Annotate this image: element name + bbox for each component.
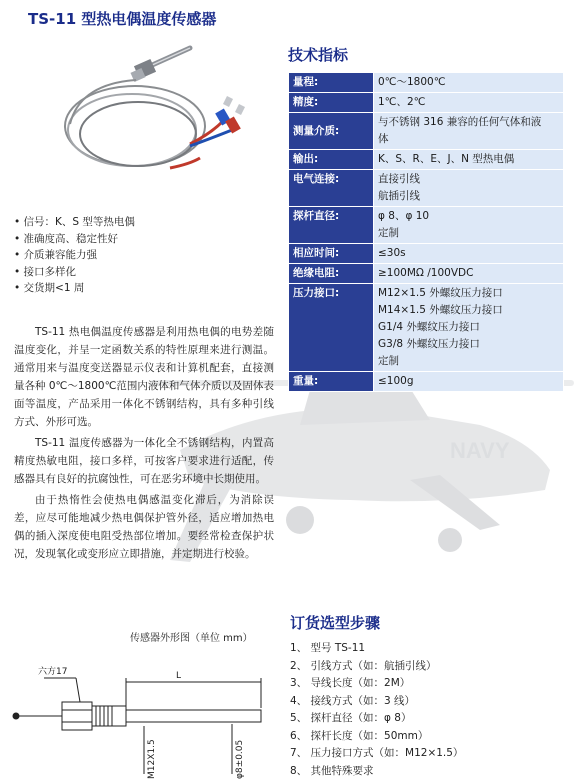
watermark-text: NAVY xyxy=(450,438,510,463)
spec-label: 输出: xyxy=(289,150,374,170)
spec-row xyxy=(289,372,564,392)
spec-value: 0℃～1800℃ xyxy=(374,73,564,93)
spec-row xyxy=(289,150,564,170)
feature-item: • 接口多样化 xyxy=(14,264,135,281)
drawing-caption: 传感器外形图（单位 mm） xyxy=(130,633,253,644)
spec-table xyxy=(288,72,564,392)
spec-value: ≤30s xyxy=(374,244,564,264)
spec-row xyxy=(289,264,564,284)
probe-illustration xyxy=(130,48,190,82)
spec-row xyxy=(289,170,564,207)
order-step: 6、 探杆长度（如：50mm） xyxy=(290,729,429,742)
description-paragraph: 由于热惰性会使热电偶感温变化滞后，为消除误差，应尽可能地减少热电偶保护管外径，适应增加热电偶的插入深度使电阻受热部位增加。要经常检查保护状况，发现氧化或变形应立即措施，并定期进行校验。 xyxy=(14,494,274,560)
feature-list xyxy=(14,214,135,297)
description xyxy=(14,323,274,566)
dimension-drawing xyxy=(4,654,274,783)
order-step: 4、 接线方式（如：3 线） xyxy=(290,694,416,707)
lead-wires xyxy=(190,96,245,146)
page-title: TS-11 型热电偶温度传感器 xyxy=(28,10,217,28)
spec-row xyxy=(289,113,564,150)
spec-value: ≥100MΩ /100VDC xyxy=(374,264,564,284)
order-steps xyxy=(290,640,463,780)
order-step: 1、 型号 TS-11 xyxy=(290,642,366,654)
spec-label: 绝缘电阻: xyxy=(289,264,374,284)
order-step: 8、 其他特殊要求 xyxy=(290,764,374,777)
feature-item: • 准确度高、稳定性好 xyxy=(14,231,135,248)
order-step: 3、 导线长度（如：2M） xyxy=(290,677,411,689)
spec-row xyxy=(289,207,564,244)
order-title: 订货选型步骤 xyxy=(290,614,381,632)
description-paragraph: TS-11 温度传感器为一体化全不锈钢结构，内置高精度热敏电阻，接口多样，可按客户要求进行适配，传感器具有良好的抗腐蚀性，可在恶劣环境中长期使用。 xyxy=(14,437,274,485)
spec-value: ≤100g xyxy=(374,372,564,392)
spec-row xyxy=(289,73,564,93)
spec-value: M12×1.5 外螺纹压力接口 M14×1.5 外螺纹压力接口 G1/4 外螺纹压力接口 G3/8 外螺纹压力接口 定制 xyxy=(374,284,564,372)
spec-label: 探杆直径: xyxy=(289,207,374,244)
spec-label: 量程: xyxy=(289,73,374,93)
spec-value: φ 8、φ 10 定制 xyxy=(374,207,564,244)
spec-label: 测量介质: xyxy=(289,113,374,150)
feature-item: • 信号：K、S 型等热电偶 xyxy=(14,214,135,231)
spec-row xyxy=(289,244,564,264)
cable-coil xyxy=(65,80,205,166)
order-step: 7、 压力接口方式（如：M12×1.5） xyxy=(290,747,464,759)
spec-row xyxy=(289,93,564,113)
spec-value: K、S、R、E、J、N 型热电偶 xyxy=(374,150,564,170)
order-step: 5、 探杆直径（如：φ 8） xyxy=(290,712,412,724)
feature-item: • 介质兼容能力强 xyxy=(14,247,135,264)
thread-label: M12X1.5 xyxy=(147,739,157,779)
specs-title: 技术指标 xyxy=(288,46,349,64)
spec-label: 相应时间: xyxy=(289,244,374,264)
spec-label: 电气连接: xyxy=(289,170,374,207)
spec-label: 精度: xyxy=(289,93,374,113)
spec-value: 1℃、2℃ xyxy=(374,93,564,113)
hex-label: 六方17 xyxy=(38,667,68,677)
diameter-label: φ8±0.05 xyxy=(235,739,245,779)
length-label: L xyxy=(176,671,182,681)
feature-item: • 交货期<1 周 xyxy=(14,280,135,297)
product-photo xyxy=(40,34,270,204)
spec-value: 直接引线 航插引线 xyxy=(374,170,564,207)
description-paragraph: TS-11 热电偶温度传感器是利用热电偶的电势差随温度变化，并呈一定函数关系的特性原理来进行测温。通常用来与温度变送器显示仪表和计算机配套，直接测量各种 0℃～1800℃范围内液体和气体介质以及固体表面等温度，产品采用一体化不锈钢结构，具有多种引线方式、外形可选。 xyxy=(14,326,274,428)
spec-label: 压力接口: xyxy=(289,284,374,372)
order-step: 2、 引线方式（如：航插引线） xyxy=(290,659,437,672)
spec-row xyxy=(289,284,564,372)
spec-label: 重量: xyxy=(289,372,374,392)
spec-value: 与不锈钢 316 兼容的任何气体和液 体 xyxy=(374,113,564,150)
